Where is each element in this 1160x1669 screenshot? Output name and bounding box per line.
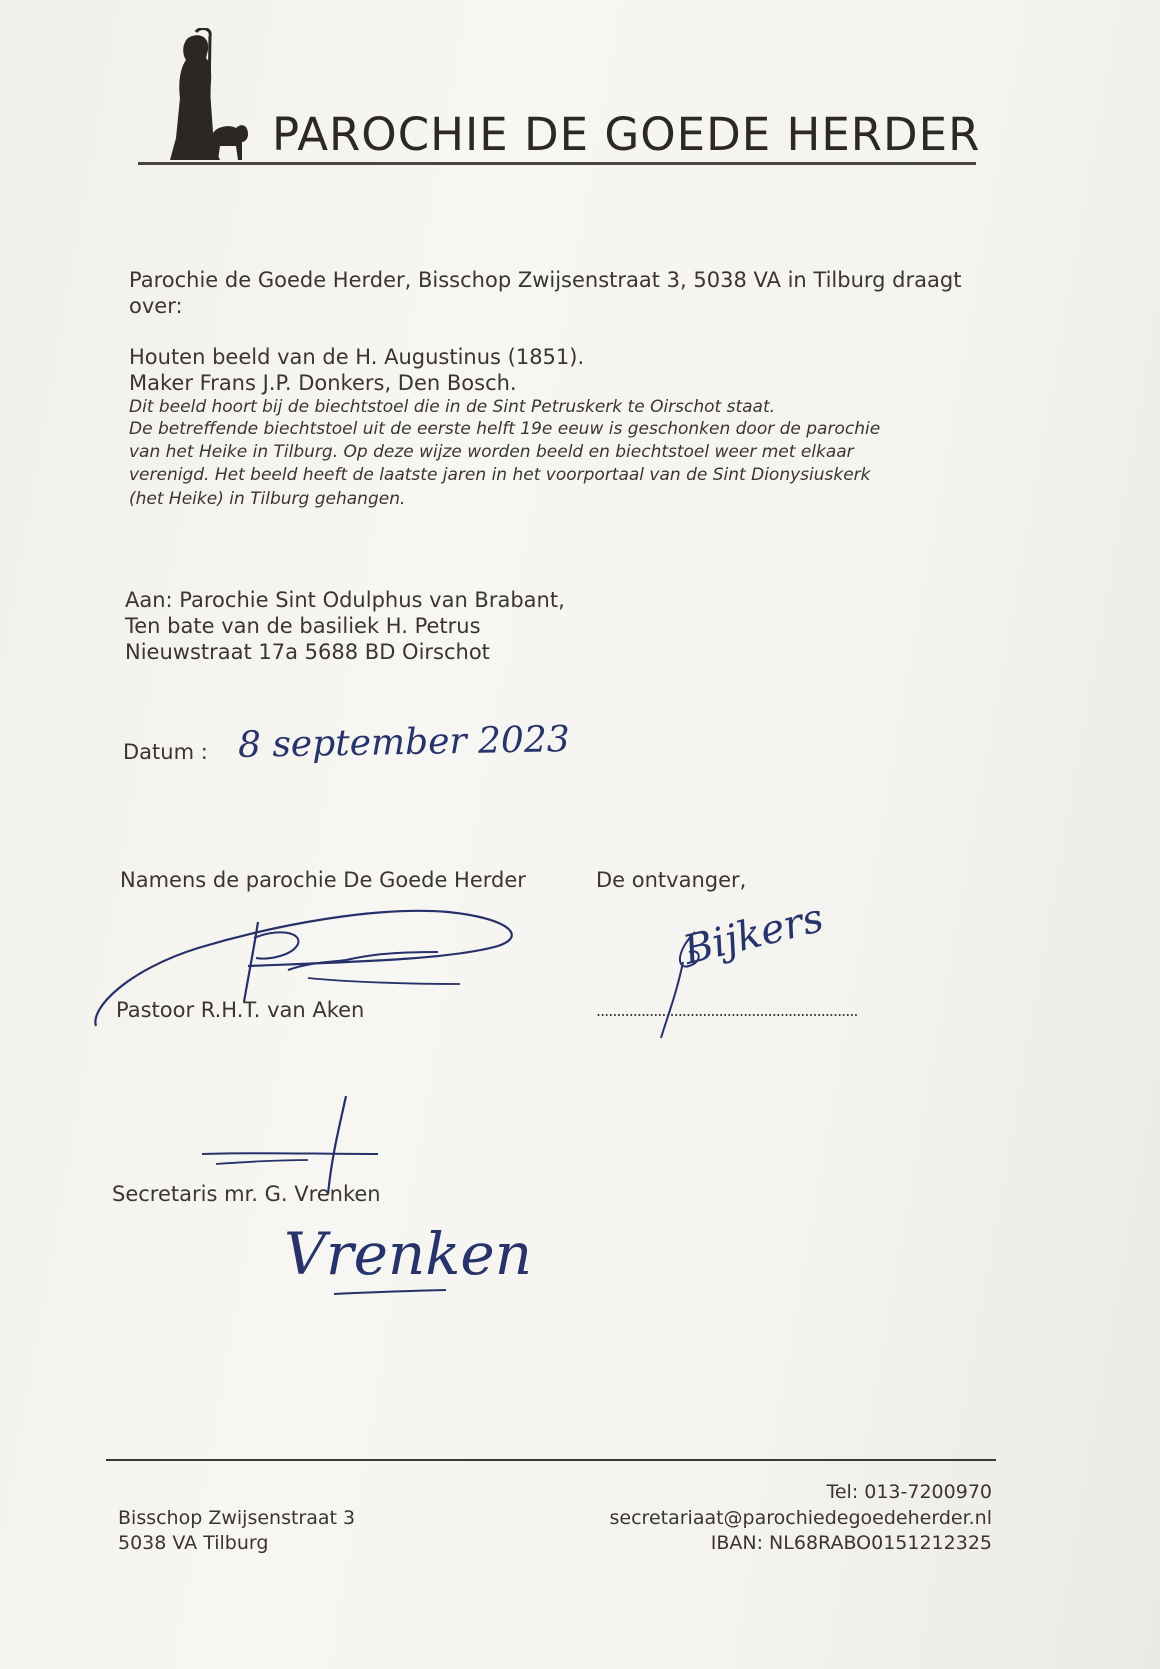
footer-divider [106,1459,996,1461]
receiver-signature-line: ................................................................ [596,1001,858,1020]
footer-iban: IBAN: NL68RABO0151212325 [710,1532,992,1554]
shepherd-with-sheep-icon [150,28,250,168]
item-description-line: van het Heike in Tilburg. Op deze wijze worden beeld en biechtstoel weer met elkaar [129,442,854,462]
footer-address-1: Bisschop Zwijsenstraat 3 [118,1507,356,1529]
secretary-name: Secretaris mr. G. Vrenken [112,1182,381,1206]
recipient-line-2: Ten bate van de basiliek H. Petrus [125,614,481,638]
date-handwritten: 8 september 2023 [237,719,571,766]
item-maker: Maker Frans J.P. Donkers, Den Bosch. [129,371,517,395]
secretary-signature-underline [330,1286,450,1300]
receiver-handwritten-name: Bijkers [678,894,828,974]
item-description-line: Dit beeld hoort bij de biechtstoel die in de Sint Petruskerk te Oirschot staat. [129,397,776,417]
receiver-heading: De ontvanger, [596,868,747,892]
footer-email: secretariaat@parochiedegoedeherder.nl [609,1507,992,1529]
footer-address-2: 5038 VA Tilburg [118,1532,269,1554]
signatory-heading: Namens de parochie De Goede Herder [120,868,526,892]
item-description-line: De betreffende biechtstoel uit de eerste helft 19e eeuw is geschonken door de parochie [129,419,881,439]
date-label: Datum : [123,740,208,764]
intro-line-2: over: [129,294,183,318]
recipient-line-3: Nieuwstraat 17a 5688 BD Oirschot [125,640,490,664]
header-divider [138,162,976,165]
recipient-line-1: Aan: Parochie Sint Odulphus van Brabant, [125,588,565,612]
item-description-line: verenigd. Het beeld heeft de laatste jaren in het voorportaal van de Sint Dionysiuskerk [129,465,871,485]
intro-line-1: Parochie de Goede Herder, Bisschop Zwijsenstraat 3, 5038 VA in Tilburg draagt [129,268,962,292]
secretary-handwritten-name: Vrenken [284,1220,533,1288]
item-title: Houten beeld van de H. Augustinus (1851). [129,345,585,369]
item-description-line: (het Heike) in Tilburg gehangen. [129,489,406,509]
footer-tel: Tel: 013-7200970 [826,1481,992,1503]
pastor-name: Pastoor R.H.T. van Aken [116,998,365,1022]
page-title: PAROCHIE DE GOEDE HERDER [272,108,981,161]
